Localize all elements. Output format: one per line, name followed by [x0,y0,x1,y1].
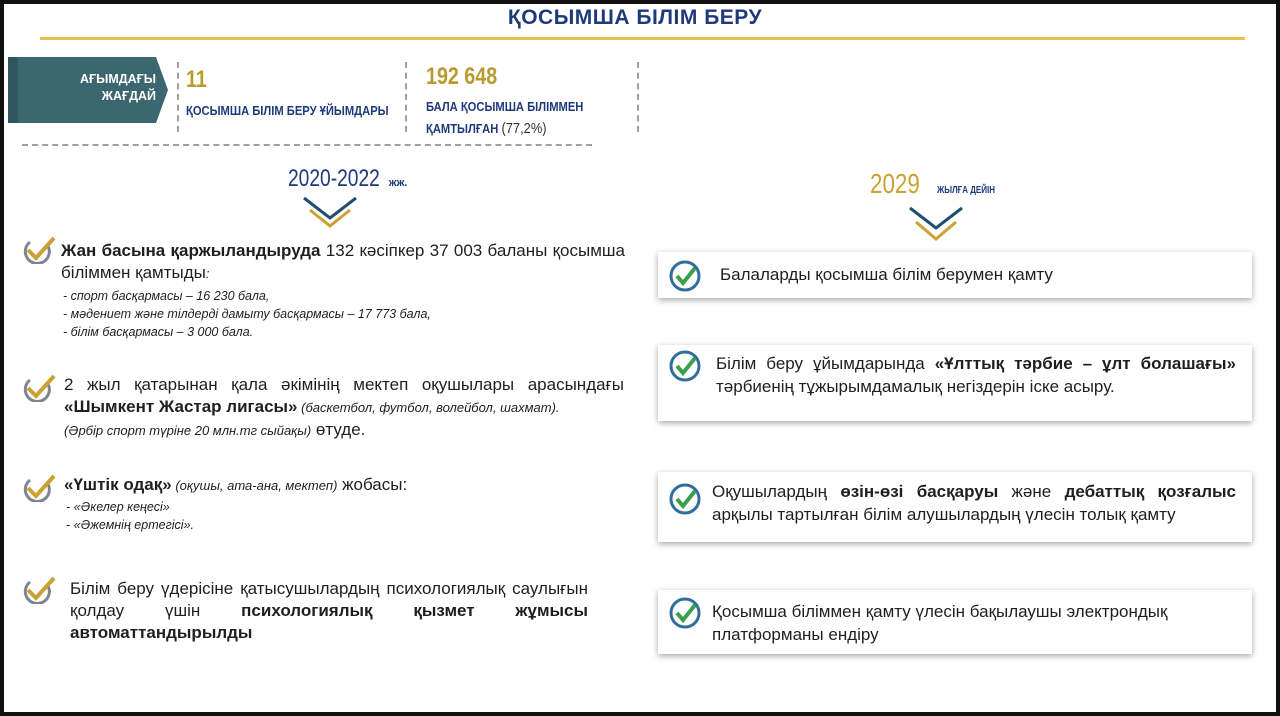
right-period-suffix: ЖЫЛҒА ДЕЙІН [936,185,995,196]
item-league-text: 2 жыл қатарынан қала әкімінің мектеп оқушылары арасындағы [64,375,624,394]
green-check-icon [668,596,702,630]
goal-sg-part1: Оқушылардың [712,482,841,501]
list-item: - мәдениет және тілдерді дамыту басқармасы – 17 773 бала, [63,307,431,321]
goal-coverage-text: Балаларды қосымша білім берумен қамту [720,265,1053,284]
divider [405,62,407,132]
item-union-sublist [66,498,624,534]
chevron-down-icon [908,206,964,242]
list-item: - «Әкелер кеңесі» [66,500,170,514]
item-league-prize: (Әрбір спорт түріне 20 млн.тг сыйақы) [64,423,312,438]
list-item: - білім басқармасы – 3 000 бала. [63,325,254,339]
banner-line-1: АҒЫМДАҒЫ [79,72,156,86]
divider [22,144,592,146]
item-union-bold: «Үштік одақ» [64,475,172,494]
chevron-down-icon [302,196,358,228]
left-item-psychology [70,578,588,644]
left-period-suffix: жж. [388,177,408,189]
goal-self-governance-text [712,480,1236,526]
left-period-years: 2020-2022 [288,165,380,192]
goal-sg-bold2: дебаттық қозғалыс [1064,482,1236,501]
left-period-heading [288,165,407,193]
goal-upbringing-text [716,352,1236,398]
check-icon [22,374,58,402]
check-icon [22,576,58,604]
list-item: - «Әжемнің ертегісі». [66,518,194,532]
stat-children-label-2: ҚАМТЫЛҒАН [426,121,499,136]
check-icon [22,474,58,502]
page-title: ҚОСЫМША БІЛІМ БЕРУ [507,6,763,29]
right-period-heading [870,168,1009,200]
goal-sg-bold1: өзін-өзі басқаруы [840,482,999,501]
green-check-icon [668,482,702,516]
frame-top [0,0,1280,4]
goal-upbringing-part1: Білім беру ұйымдарында [716,354,935,373]
frame-bottom [0,712,1280,716]
frame-right [1276,0,1280,716]
right-period-year: 2029 [870,168,920,199]
goal-upbringing-part2: тәрбиенің тұжырымдамалық негіздерін іске асыру. [716,377,1115,396]
goal-card-self-governance [658,472,1252,542]
stat-organizations-value: 11 [186,66,207,93]
check-icon [22,236,58,264]
divider [637,62,639,132]
left-item-funding [61,240,625,341]
stat-organizations-label: ҚОСЫМША БІЛІМ БЕРУ ҰЙЫМДАРЫ [186,103,389,118]
green-check-icon [668,349,702,383]
item-psychology-text: Білім беру үдерісіне қатысушылардың психологиялық саулығын қолдау үшін [70,579,588,620]
item-funding-sublist [63,287,625,341]
goal-sg-part2: және [998,482,1065,501]
goal-platform-text: Қосымша біліммен қамту үлесін бақылаушы электрондық платформаны ендіру [712,602,1168,644]
goal-sg-part3: арқылы тартылған білім алушылардың үлесін толық қамту [712,505,1176,524]
banner-line-2: ЖАҒДАЙ [101,89,156,103]
divider [177,62,179,132]
list-item: - спорт басқармасы – 16 230 бала, [63,289,270,303]
frame-left [0,0,4,716]
item-psychology-bold: психологиялық қызмет жұмысы автоматтандырылды [70,601,589,642]
goal-card-national-upbringing [658,345,1252,421]
item-union-members: (оқушы, ата-ана, мектеп) [171,478,338,493]
stat-children-value: 192 648 [426,63,498,90]
item-funding-text: 132 кәсіпкер 37 003 баланы қосымша біліммен қамтыды [61,241,625,282]
green-check-icon [668,259,702,293]
banner-label [38,71,156,105]
item-funding-bold: Жан басына қаржыландыруда [61,241,321,260]
stat-children-label [426,96,583,140]
item-league-bold: «Шымкент Жастар лигасы» [64,397,298,416]
item-league-status: өтуде. [311,420,366,439]
left-item-triple-union [64,474,624,534]
goal-upbringing-bold: «Ұлттық тәрбие – ұлт болашағы» [934,354,1236,373]
item-union-text: жобасы: [337,475,408,494]
item-funding-colon: : [205,266,210,281]
item-league-sports: (баскетбол, футбол, волейбол, шахмат). [297,400,560,415]
goal-card-platform [658,590,1252,654]
status-banner [8,57,168,123]
title-underline [40,37,1245,40]
stat-children-label-1: БАЛА ҚОСЫМША БІЛІММЕН [426,99,584,114]
left-item-youth-league [64,374,624,442]
goal-card-coverage [658,252,1252,298]
stat-children-percent: (77,2%) [501,120,547,137]
